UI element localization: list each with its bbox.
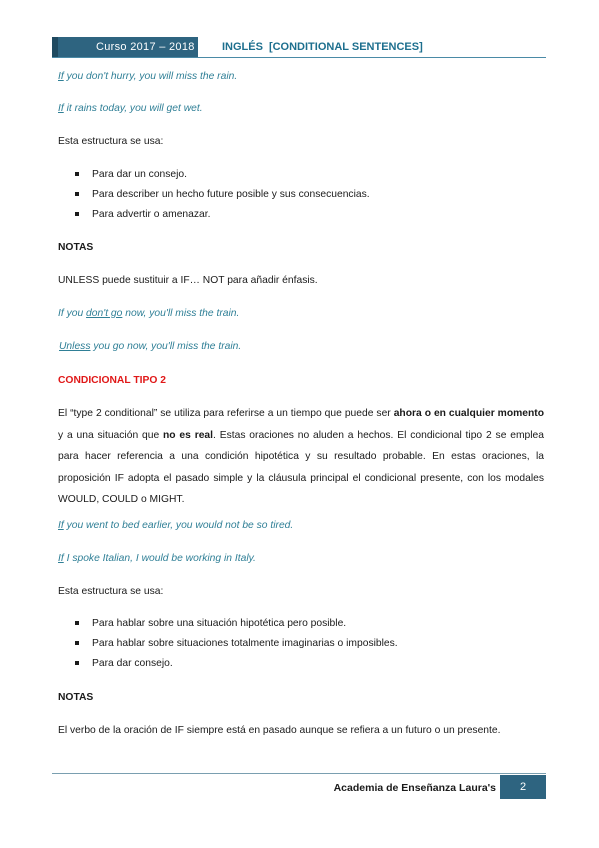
example-text: you don't hurry, you will miss the rain. <box>63 71 238 82</box>
paragraph-text: El “type 2 conditional” se utiliza para referirse a un tiempo que puede ser <box>58 408 394 419</box>
list-item-text: Para dar consejo. <box>92 658 173 669</box>
underlined-phrase: don't go <box>86 308 123 319</box>
example-sentence <box>58 69 544 85</box>
header-title <box>222 37 423 58</box>
example-text: I spoke Italian, I would be working in Italy. <box>63 553 256 564</box>
page-header <box>52 37 546 58</box>
example-text: it rains today, you will get wet. <box>63 103 203 114</box>
bullet-icon <box>75 641 79 645</box>
list-item-text: Para describer un hecho future posible y sus consecuencias. <box>92 189 370 200</box>
bold-phrase: ahora o en cualquier momento <box>393 408 544 419</box>
bold-phrase: no es real <box>163 429 214 441</box>
section-paragraph <box>58 403 544 511</box>
if-word: If <box>58 71 64 82</box>
notes-text: El verbo de la oración de IF siempre está en pasado aunque se refiera a un futuro o un presente. <box>58 725 501 736</box>
notes-heading: NOTAS <box>58 242 94 253</box>
list-item-text: Para advertir o amenazar. <box>92 209 211 220</box>
list-item <box>58 656 544 676</box>
list-item <box>58 636 544 656</box>
bullet-icon <box>75 661 79 665</box>
example-text: If you <box>58 308 87 319</box>
academy-name: Academia de Enseñanza Laura's <box>333 782 496 794</box>
uses-list <box>58 616 544 676</box>
example-sentence <box>58 101 544 117</box>
example-sentence <box>58 551 544 567</box>
notes-text: UNLESS puede sustituir a IF… NOT para añadir énfasis. <box>58 275 318 286</box>
bullet-icon <box>75 172 79 176</box>
footer-divider <box>52 773 546 774</box>
list-item-text: Para hablar sobre una situación hipotética pero posible. <box>92 618 347 629</box>
course-label: Curso 2017 – 2018 <box>52 37 198 58</box>
list-item <box>58 187 544 207</box>
list-item <box>58 167 544 187</box>
structure-intro: Esta estructura se usa: <box>58 136 164 147</box>
section-title: CONDICIONAL TIPO 2 <box>58 375 166 386</box>
header-divider <box>52 57 546 58</box>
bullet-icon <box>75 621 79 625</box>
subject-label: INGLÉS <box>222 41 263 53</box>
example-sentence <box>58 518 544 534</box>
structure-intro: Esta estructura se usa: <box>58 586 164 597</box>
if-word: If <box>58 520 64 531</box>
notes-heading: NOTAS <box>58 692 94 703</box>
underlined-phrase: Unless <box>59 341 91 352</box>
list-item <box>58 616 544 636</box>
bullet-icon <box>75 192 79 196</box>
paragraph-text: . Estas oraciones no aluden a hechos. El condicional tipo 2 se emplea para hacer referencia a una condición hipotética y su resultado probable. En estas oraciones, la proposición IF adopta el pasado simple y la cláusula principal el condicional presente, con los modales WOULD, COULD o MIGHT. <box>58 429 545 505</box>
list-item-text: Para dar un consejo. <box>92 169 188 180</box>
example-text: you go now, you'll miss the train. <box>90 341 242 352</box>
example-text: now, you'll miss the train. <box>122 308 240 319</box>
example-sentence <box>59 339 545 355</box>
paragraph-text: y a una situación que <box>58 429 164 441</box>
list-item-text: Para hablar sobre situaciones totalmente imaginarias o imposibles. <box>92 638 398 649</box>
page-number: 2 <box>500 775 546 799</box>
example-text: you went to bed earlier, you would not be so tired. <box>63 520 294 531</box>
if-word: If <box>58 103 64 114</box>
list-item <box>58 207 544 227</box>
topic-label: [CONDITIONAL SENTENCES] <box>268 41 423 53</box>
bullet-icon <box>75 212 79 216</box>
example-sentence <box>58 306 544 322</box>
if-word: If <box>58 553 64 564</box>
uses-list <box>58 167 544 227</box>
